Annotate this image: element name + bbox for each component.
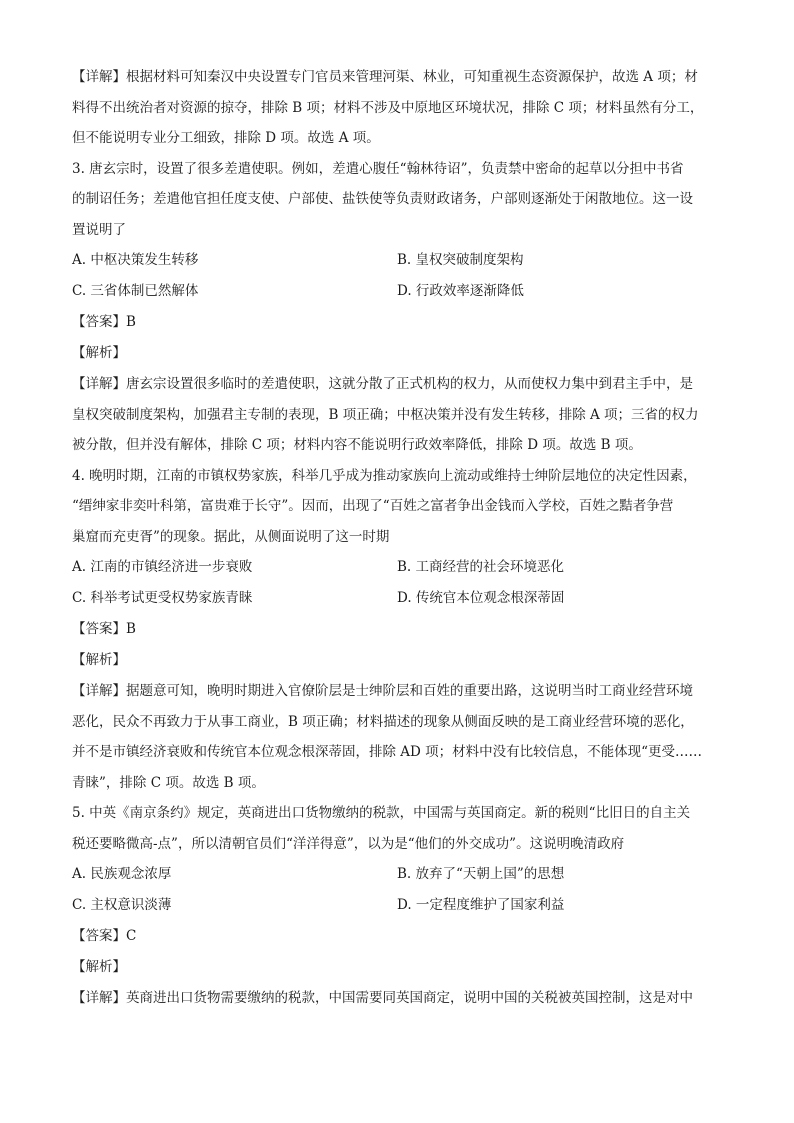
text-line: 皇权突破制度架构，加强君主专制的表现，B 项正确；中枢决策并没有发生转移，排除 A 项；三省的权力: [72, 406, 699, 423]
option-b: B. 工商经营的社会环境恶化: [397, 559, 565, 575]
detail-paragraph: [72, 676, 722, 798]
text-line: 巢窟而充吏胥”的现象。据此，从侧面说明了这一时期: [72, 528, 390, 545]
text-line: 青睐”，排除 C 项。故选 B 项。: [72, 774, 265, 791]
text-line: 5. 中英《南京条约》规定，英商进出口货物缴纳的税款，中国需与英国商定。新的税则“比旧日的自主关: [72, 805, 691, 821]
text-line: 但不能说明专业分工细致，排除 D 项。故选 A 项。: [72, 130, 380, 146]
analysis-label: 【解析】: [72, 959, 126, 975]
question-options: [72, 859, 722, 921]
option-a: A. 中枢决策发生转移: [72, 252, 199, 268]
text-line: “缙绅家非奕叶科第，富贵难于长守”。因而，出现了“百姓之富者争出金钱而入学校，百姓之黠者争营: [72, 498, 674, 514]
text-line: 置说明了: [72, 221, 126, 238]
option-b: B. 皇权突破制度架构: [397, 252, 524, 268]
option-a: A. 江南的市镇经济进一步衰败: [72, 559, 253, 575]
text-line: 的制诏任务；差遣他官担任度支使、户部使、盐铁使等负责财政诸务，户部则逐渐处于闲散地位。这一设: [72, 191, 693, 207]
option-d: D. 一定程度维护了国家利益: [397, 897, 565, 913]
text-line: 税还要略微高-点”，所以清朝官员们“洋洋得意”，以为是“他们的外交成功”。这说明晚清政府: [72, 835, 625, 852]
text-line: 【详解】据题意可知，晚明时期进入官僚阶层是士绅阶层和百姓的重要出路，这说明当时工商业经营环境: [72, 683, 693, 699]
option-c: C. 主权意识淡薄: [72, 897, 172, 913]
answer-label: 【答案】C: [72, 928, 137, 944]
text-line: 【详解】英商进出口货物需要缴纳的税款，中国需要同英国商定，说明中国的关税被英国控制，这是对中: [72, 990, 693, 1006]
analysis-label: 【解析】: [72, 652, 126, 668]
text-line: 并不是市镇经济衰败和传统官本位观念根深蒂固，排除 AD 项；材料中没有比较信息，不能体现“更受……: [72, 744, 703, 760]
text-line: 料得不出统治者对资源的掠夺，排除 B 项；材料不涉及中原地区环境状况，排除 C 项；材料虽然有分工，: [72, 99, 704, 116]
text-line: 3. 唐玄宗时，设置了很多差遣使职。例如，差遣心腹任“翰林待诏”，负责禁中密命的起草以分担中书省: [72, 160, 684, 177]
detail-paragraph: [72, 369, 722, 461]
option-a: A. 民族观念浓厚: [72, 866, 172, 882]
question-4: [72, 461, 722, 799]
answer-label: 【答案】B: [72, 621, 136, 637]
text-line: 【详解】唐玄宗设置很多临时的差遣使职，这就分散了正式机构的权力，从而使权力集中到君主手中，是: [72, 376, 693, 392]
question-options: [72, 245, 722, 307]
option-d: D. 行政效率逐渐降低: [397, 283, 524, 299]
analysis-label: 【解析】: [72, 345, 126, 361]
question-3: [72, 154, 722, 461]
answer-label: 【答案】B: [72, 314, 136, 330]
text-line: 【详解】根据材料可知秦汉中央设置专门官员来管理河渠、林业，可知重视生态资源保护，故选 A 项；材: [72, 69, 698, 85]
text-line: 4. 晚明时期，江南的市镇权势家族，科举几乎成为推动家族向上流动或维持士绅阶层地位的决定性因素，: [72, 467, 697, 484]
text-line: 恶化，民众不再致力于从事工商业，B 项正确；材料描述的现象从侧面反映的是工商业经营环境的恶化，: [72, 713, 694, 730]
question-stem: [72, 798, 722, 859]
option-b: B. 放弃了“天朝上国”的思想: [397, 866, 565, 882]
text-line: 被分散，但并没有解体，排除 C 项；材料内容不能说明行政效率降低，排除 D 项。故选 B 项。: [72, 437, 642, 453]
question-5: [72, 798, 722, 1014]
detail-paragraph: [72, 983, 722, 1014]
question-stem: [72, 461, 722, 553]
q2-detail-paragraph: [72, 62, 722, 154]
option-c: C. 三省体制已然解体: [72, 283, 199, 299]
option-c: C. 科举考试更受权势家族青睐: [72, 590, 253, 606]
question-options: [72, 552, 722, 614]
option-d: D. 传统官本位观念根深蒂固: [397, 590, 565, 606]
question-stem: [72, 154, 722, 246]
document-content: [72, 62, 722, 1014]
